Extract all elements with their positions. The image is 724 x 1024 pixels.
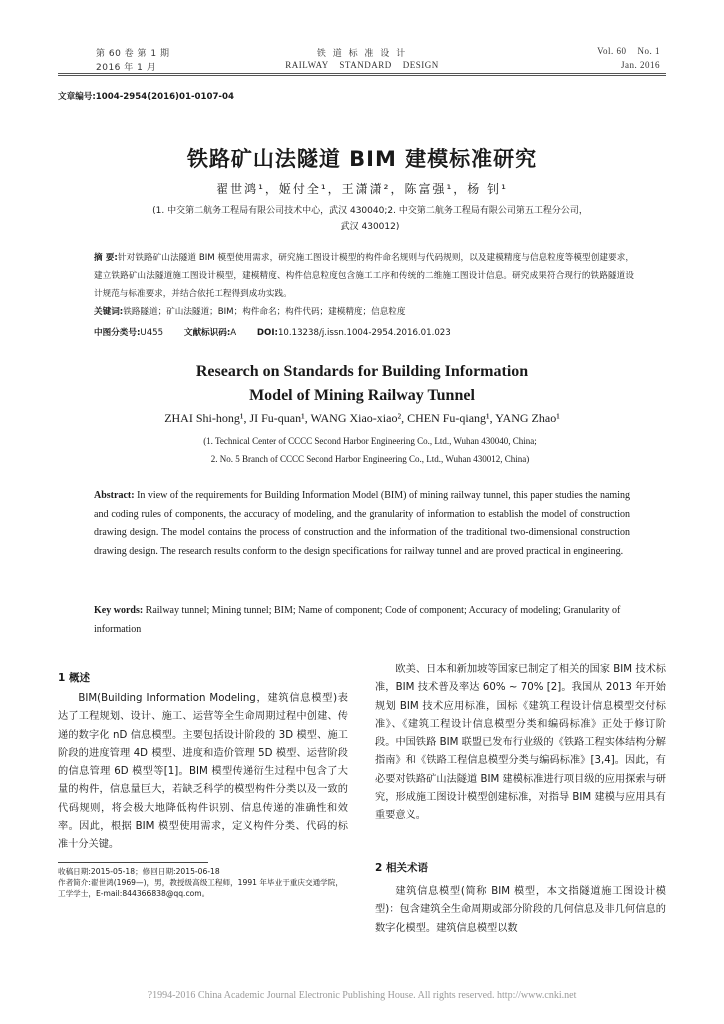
header-date-en: Jan. 2016	[621, 60, 660, 70]
header-journal-zh: 铁 道 标 准 设 计	[316, 49, 408, 59]
abstract-en-label: Abstract:	[94, 490, 135, 501]
footnote-rule	[58, 862, 208, 863]
section-1-continuation	[375, 661, 666, 826]
title-zh: 铁路矿山法隧道 BIM 建模标准研究	[186, 147, 538, 171]
clc-value: U455	[140, 328, 164, 338]
affiliation-zh: (1. 中交第二航务工程局有限公司技术中心，武汉 430040;2. 中交第二航务工程局有限公司第五工程分公司，武汉 430012)	[152, 206, 588, 232]
clc-label: 中图分类号:	[94, 328, 141, 338]
section-1-heading: 1 概述	[58, 672, 90, 684]
affiliation-en-line2: 2. No. 5 Branch of CCCC Second Harbor Engineering Co., Ltd., Wuhan 430012, China)	[210, 454, 530, 464]
section-1-continuation-paragraph: 欧美、日本和新加坡等国家已制定了相关的国家 BIM 技术标准，BIM 技术普及率达 60% ~ 70% [2]。我国从 2013 年开始规划 BIM 技术应用标准，国标《建筑工程设计信息模型交付标准》、《建筑工程设计信息模型分类和编码标准》正处于修订阶段。中国铁路 BIM 联盟已发布行业级的《铁路工程实体结构分解指南》和《铁路工程信息模型分类与编码标准》[3,4]。因此，有必要对铁路矿山法隧道 BIM 建模标准进行项目级的应用探索与研究，形成施工图设计模型创建标准，对指导 BIM 建模与应用具有重要意义。	[375, 664, 666, 822]
title-en-line2: Model of Mining Railway Tunnel	[249, 387, 475, 404]
section-2-paragraph: 建筑信息模型(简称 BIM 模型，本文指隧道施工图设计模型)：包含建筑全生命周期或部分阶段的几何信息及非几何信息的数字化模型。建筑信息模型以数	[375, 886, 666, 934]
keywords-zh-label: 关键词:	[94, 307, 124, 317]
abstract-zh	[94, 249, 634, 321]
abstract-en	[94, 487, 630, 561]
affiliation-en	[120, 432, 620, 468]
doc-code-label: 文献标识码:	[183, 328, 231, 338]
header-journal-en: RAILWAY STANDARD DESIGN	[285, 60, 439, 70]
section-2-body	[375, 883, 666, 938]
keywords-en	[94, 602, 630, 639]
keywords-zh-text: 铁路隧道；矿山法隧道；BIM；构件命名；构件代码；建模精度；信息粒度	[123, 307, 406, 317]
authors-en: ZHAI Shi-hong¹, JI Fu-quan¹, WANG Xiao-xiao², CHEN Fu-qiang¹, YANG Zhao¹	[164, 411, 560, 425]
header-vol-en: Vol. 60 No. 1	[597, 46, 660, 56]
keywords-en-text: Railway tunnel; Mining tunnel; BIM; Name of component; Code of component; Accuracy of modeling; Granularity of information	[94, 605, 621, 635]
doi-label: DOI:	[256, 328, 278, 338]
title-en-line1: Research on Standards for Building Information	[195, 363, 529, 380]
authors-zh: 翟世鸿¹，姬付全¹，王潇潇²，陈富强¹，杨 钊¹	[216, 182, 508, 196]
abstract-zh-text: 针对铁路矿山法隧道 BIM 模型使用需求，研究施工图设计模型的构件命名规则与代码规则，以及建模精度与信息粒度等模型创建要求，建立铁路矿山法隧道施工图设计模型，建模精度、构件信息粒度包含施工工序和传统的二维施工图设计信息。研究成果符合现行的铁路隧道设计规范与标准要求，并结合依托工程得到成功实践。	[94, 253, 634, 299]
section-1-body	[58, 690, 348, 855]
doc-code-value: A	[230, 328, 237, 338]
abstract-zh-label: 摘 要:	[94, 253, 118, 263]
section-2-heading: 2 相关术语	[375, 862, 428, 874]
footnote-bio: 作者简介:翟世鸿(1969—)，男，教授级高级工程师，1991 年毕业于重庆交通学院，工学学士，E-mail:844366838@qq.com。	[58, 878, 343, 898]
section-1-paragraph: BIM(Building Information Modeling，建筑信息模型)表达了工程规划、设计、施工、运营等全生命周期过程中创建、传递的数字化 nD 信息模型。主要包括设计阶段的 3D 模型、施工阶段的进度管理 4D 模型、进度和造价管理 5D 模型、运营阶段的信息管理 6D 模型等[1]。BIM 模型传递衍生过程中包含了大量的构件，信息量巨大，若缺乏科学的模型构件分类以及一致的代码规则，将会极大地降低构件识别、信息传递的准确性和效率。因此，根据 BIM 模型使用需求，定义构件分类、代码的标准十分关键。	[58, 693, 348, 851]
footnote-received: 收稿日期:2015-05-18；修回日期:2015-06-18	[58, 867, 220, 876]
abstract-en-text: In view of the requirements for Building Information Model (BIM) of mining railway tunnel, this paper studies the naming and coding rules of components, the accuracy of modeling, and the granularity of information to establish the model of construction drawing design. The model contains the process of construction and the information of the traditional two-dimensional construction drawing design. The research results conform to the design specifications for railway tunnel and are proved practical in engineering.	[94, 490, 630, 557]
title-en	[0, 360, 724, 408]
affiliation-en-line1: (1. Technical Center of CCCC Second Harbor Engineering Co., Ltd., Wuhan 430040, China;	[203, 436, 537, 446]
header-volume: 第 60 卷 第 1 期	[96, 49, 170, 59]
footnote	[58, 866, 350, 899]
header-date: 2016 年 1 月	[96, 63, 157, 73]
classification-row	[94, 326, 469, 338]
doi-value: 10.13238/j.issn.1004-2954.2016.01.023	[277, 328, 451, 338]
header-rule	[58, 73, 666, 74]
article-number: 文章编号:1004-2954(2016)01-0107-04	[58, 92, 234, 102]
header-rule-thin	[58, 75, 666, 76]
copyright-footer: ?1994-2016 China Academic Journal Electronic Publishing House. All rights reserved. http://www.cnki.net	[147, 990, 577, 1001]
keywords-en-label: Key words:	[94, 605, 144, 616]
